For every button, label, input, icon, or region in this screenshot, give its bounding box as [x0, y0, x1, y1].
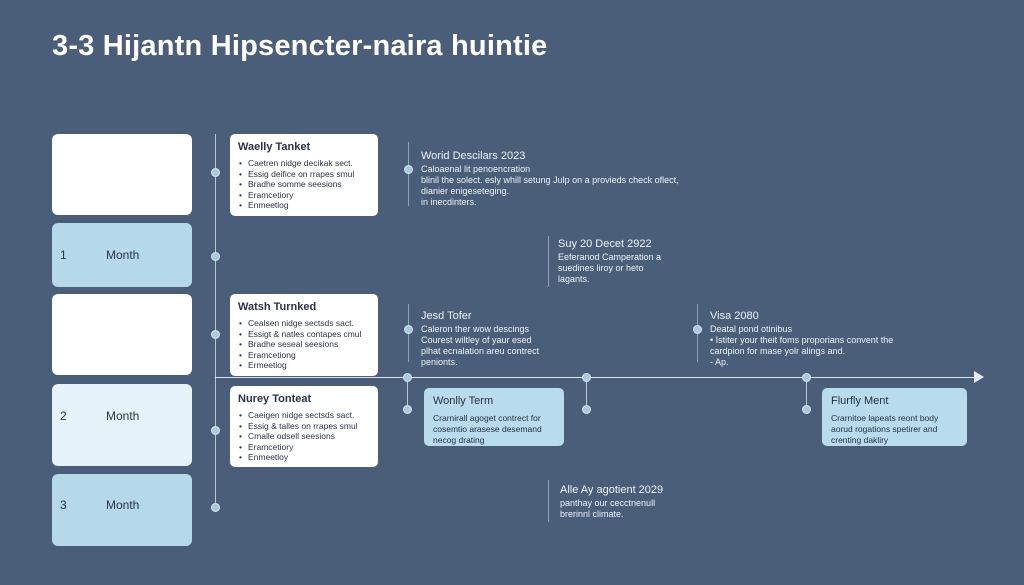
note	[710, 310, 893, 368]
axis-dot	[211, 168, 220, 177]
note-dot	[693, 325, 702, 334]
note-line: Caloaenal lit penoencration	[421, 164, 531, 174]
note	[421, 150, 679, 208]
stage-number: 3	[60, 498, 67, 512]
note-text	[558, 252, 661, 285]
diagram-title: 3-3 Hijantn Hipsencter-naira huintie	[52, 30, 548, 62]
card-item: • Enmeetlog	[248, 200, 378, 211]
timeline-dot	[403, 405, 412, 414]
milestone-text	[831, 413, 959, 446]
note-line: plhat ecnalation areu contrect	[421, 346, 540, 356]
timeline-dot	[802, 373, 811, 382]
note-bar	[548, 480, 549, 522]
stage-number: 1	[60, 248, 67, 262]
axis-dot	[211, 503, 220, 512]
card-list	[238, 318, 378, 371]
note-line: cardpion for mase yolr alings and.	[710, 346, 846, 356]
note	[560, 484, 663, 520]
milestone-text	[433, 413, 556, 446]
milestone-line: Crarnitoe lapeats reont body	[831, 413, 939, 423]
timeline-dot	[582, 405, 591, 414]
note-text	[421, 164, 679, 208]
note-dot	[404, 165, 413, 174]
card-title: Waelly Tanket	[238, 141, 311, 153]
card-item: • Eramcetiong	[248, 350, 378, 361]
milestone-line: necog drating	[433, 435, 485, 445]
card-item: • Enmeetloy	[248, 452, 378, 463]
stage-box-3	[52, 294, 192, 375]
note-dot	[404, 325, 413, 334]
stage-label: Month	[106, 498, 140, 512]
milestone-card	[822, 388, 967, 446]
note-line: Eeferanod Camperation a	[558, 252, 662, 262]
axis-dot	[211, 330, 220, 339]
milestone-card	[424, 388, 564, 446]
card-item: • Essig & talles on rrapes smul	[248, 421, 378, 432]
card-item: • Essig deifice on rrapes smul	[248, 169, 378, 180]
note-title: Suy 20 Decet 2922	[558, 238, 652, 250]
note-text	[710, 324, 893, 368]
arrow-right-icon	[974, 371, 984, 383]
task-card	[230, 386, 378, 467]
note-title: Jesd Tofer	[421, 310, 472, 322]
stage-box-5	[52, 474, 192, 546]
milestone-title: Wonlly Term	[433, 395, 494, 407]
note-line: in inecdinters.	[421, 197, 477, 207]
note	[421, 310, 539, 368]
milestone-title: Flurfly Ment	[831, 395, 889, 407]
horizontal-axis	[215, 377, 977, 378]
note-line: Caleron ther wow descings	[421, 324, 530, 334]
milestone-line: cosemtio arasese desemand	[433, 424, 542, 434]
note-title: Visa 2080	[710, 310, 759, 322]
card-title: Nurey Tonteat	[238, 393, 312, 405]
note-line: blinil the solect. esly whill setung Julp on a provieds check oflect,	[421, 175, 679, 185]
stage-box-1	[52, 134, 192, 215]
milestone-line: aorud rogations spetirer and	[831, 424, 938, 434]
note-text	[421, 324, 539, 368]
note-title: Alle Ay agotient 2029	[560, 484, 664, 496]
stage-label: Month	[106, 409, 140, 423]
timeline-dot	[403, 373, 412, 382]
card-list	[238, 158, 378, 211]
task-card	[230, 134, 378, 216]
note-text	[560, 498, 663, 520]
card-item: • Bradhe somme seesions	[248, 179, 378, 190]
note	[558, 238, 661, 285]
note-bar	[548, 236, 549, 287]
stage-box-4	[52, 384, 192, 466]
note-line: dianier enigeseteging.	[421, 186, 510, 196]
note-title: Worid Descilars 2023	[421, 150, 526, 162]
note-line: - Ap.	[710, 357, 729, 367]
timeline-dot	[802, 405, 811, 414]
axis-dot	[211, 426, 220, 435]
milestone-line: crenting dakliry	[831, 435, 889, 445]
note-bar	[408, 142, 409, 206]
card-item: • Ermeetiog	[248, 360, 378, 371]
card-item: • Eramcetiory	[248, 442, 378, 453]
note-line: Deatal pond otinibus	[710, 324, 793, 334]
card-title: Watsh Turnked	[238, 301, 317, 313]
card-list	[238, 410, 378, 463]
card-item: • Cmalle odsell seesions	[248, 431, 378, 442]
milestone-line: Crarnirall agoget contrect for	[433, 413, 541, 423]
stage-box-2	[52, 223, 192, 287]
note-line: penionts.	[421, 357, 458, 367]
card-item: • Caetren nidge decikak sect.	[248, 158, 378, 169]
stage-label: Month	[106, 248, 140, 262]
card-item: • Eramcetiory	[248, 190, 378, 201]
card-item: • Essigt & natles contapes cmul	[248, 329, 378, 340]
stage-number: 2	[60, 409, 67, 423]
note-line: Courest wiltley of yaur esed	[421, 335, 532, 345]
note-line: panthay our cecctnenull	[560, 498, 656, 508]
card-item: • Caeigen nidge sectsds sact.	[248, 410, 378, 421]
task-card	[230, 294, 378, 376]
card-item: • Cealsen nidge sectsds sact.	[248, 318, 378, 329]
timeline-dot	[582, 373, 591, 382]
vertical-axis	[215, 134, 216, 512]
axis-dot	[211, 252, 220, 261]
card-item: • Bradhe seseal seesions	[248, 339, 378, 350]
note-line: lagants.	[558, 274, 590, 284]
note-line: suedines liroy or heto	[558, 263, 644, 273]
note-line: • Istiter your theit foms proporians convent the	[710, 335, 894, 345]
note-line: brerinnl climate.	[560, 509, 624, 519]
